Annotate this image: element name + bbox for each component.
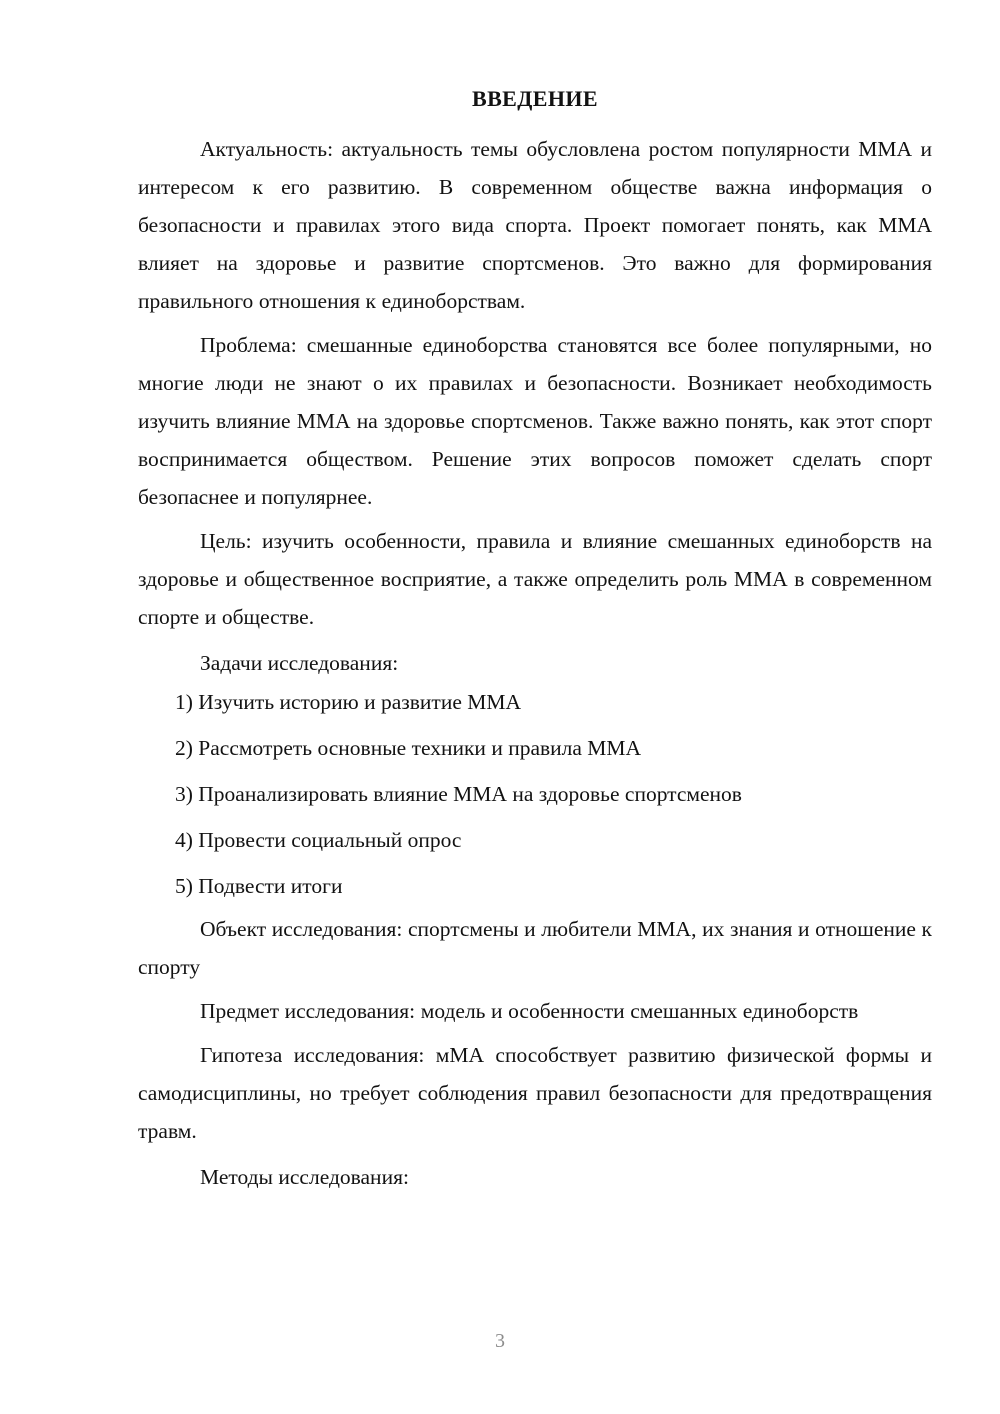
paragraph-goal: Цель: изучить особенности, правила и влияние смешанных единоборств на здоровье и общественное восприятие, а также определить роль ММА в современном спорте и обществе. — [138, 529, 932, 630]
paragraph-subject: Предмет исследования: модель и особенности смешанных единоборств — [200, 999, 859, 1024]
list-item: 4) Провести социальный опрос — [175, 828, 462, 853]
heading-methods: Методы исследования: — [200, 1165, 409, 1190]
list-item: 3) Проанализировать влияние ММА на здоровье спортсменов — [175, 782, 742, 807]
paragraph-problem: Проблема: смешанные единоборства становятся все более популярными, но многие люди не знают о их правилах и безопасности. Возникает необходимость изучить влияние ММА на здоровье спортсменов. Также важно понять, как этот спорт воспринимается обществом. Решение этих вопросов поможет сделать спорт безопаснее и популярнее. — [138, 333, 932, 510]
page-number: 3 — [495, 1330, 505, 1352]
heading-tasks: Задачи исследования: — [200, 651, 399, 676]
list-item: 2) Рассмотреть основные техники и правила ММА — [175, 736, 642, 761]
tasks-list — [138, 688, 932, 900]
page-title: ВВЕДЕНИЕ — [472, 86, 598, 111]
list-item: 1) Изучить историю и развитие ММА — [175, 690, 522, 715]
document-body — [138, 86, 932, 1202]
paragraph-object: Объект исследования: спортсмены и любители ММА, их знания и отношение к спорту — [138, 917, 932, 980]
paragraph-hypothesis: Гипотеза исследования: мМА способствует развитию физической формы и самодисциплины, но требует соблюдения правил безопасности для предотвращения травм. — [138, 1043, 932, 1144]
list-item: 5) Подвести итоги — [175, 874, 343, 899]
paragraph-relevance: Актуальность: актуальность темы обусловлена ростом популярности ММА и интересом к его развитию. В современном обществе важна информация о безопасности и правилах этого вида спорта. Проект помогает понять, как ММА влияет на здоровье и развитие спортсменов. Это важно для формирования правильного отношения к единоборствам. — [138, 137, 932, 314]
